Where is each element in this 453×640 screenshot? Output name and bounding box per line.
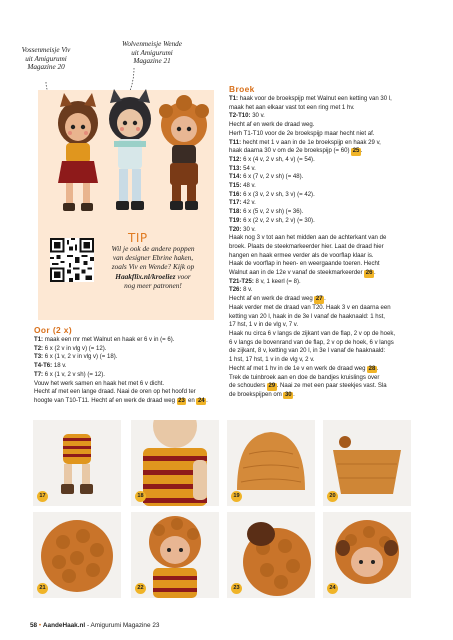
round-label: T19: — [229, 217, 242, 224]
photo-step-21 — [33, 512, 121, 598]
pattern-line — [229, 112, 439, 121]
instruction-text: Herh T1-T10 voor de 2e broekspijp maar hecht niet af. — [229, 130, 375, 137]
round-label: T15: — [229, 183, 242, 190]
instruction-text: 6 x (3 v, 2 v sh, 3 v) (= 42). — [241, 191, 315, 198]
pattern-line — [229, 139, 439, 148]
page-number: 58 — [30, 622, 38, 629]
round-label: T7: — [34, 371, 44, 378]
instruction-text: 48 v. — [241, 183, 256, 190]
pattern-line — [229, 199, 439, 208]
pattern-line — [229, 156, 439, 165]
pattern-line — [34, 371, 224, 380]
photo-ref-badge: 30 — [284, 391, 292, 398]
instruction-text: ketting van 20 l, haak in de 3e l vanaf de haaknaald: 1 hst, — [229, 313, 385, 320]
photo-number: 18 — [135, 491, 146, 502]
instruction-text: 30 v. — [250, 113, 265, 120]
instruction-text: 17 hst, 1 v in de vlg v, 7 v. — [229, 322, 299, 329]
pattern-line — [229, 374, 439, 383]
pattern-line — [229, 191, 439, 200]
instruction-text: 6 x (7 v, 2 v sh) (= 48). — [241, 174, 304, 181]
pattern-line — [229, 347, 439, 356]
instruction-text: haak daarna 30 v om de 2e broekspijp (= 60) — [229, 148, 350, 155]
dolls-photo — [44, 85, 214, 225]
pattern-line — [229, 234, 439, 243]
caption-wende-line: uit Amigurumi — [131, 48, 173, 57]
pattern-line — [229, 382, 439, 391]
pattern-line — [229, 286, 439, 295]
caption-wende-line: Wolvenmeisje Wende — [122, 40, 182, 48]
instruction-text: 8 v, 1 keerl (= 8). — [253, 278, 301, 285]
instruction-text: Hecht af met een lange draad. Naai de oren op het hoofd ter — [34, 389, 196, 396]
photo-number: 20 — [327, 491, 338, 502]
pattern-line — [229, 147, 439, 156]
pattern-line — [229, 243, 439, 252]
footer-title: - Amigurumi Magazine 23 — [86, 622, 160, 629]
photo-step-24 — [323, 512, 411, 598]
round-label: T21-T25: — [229, 278, 254, 285]
round-label: T4-T6: — [34, 363, 53, 370]
round-label: T2: — [34, 345, 44, 352]
pattern-oor — [34, 336, 224, 406]
pattern-line — [34, 362, 224, 371]
pattern-line — [229, 313, 439, 322]
pattern-line — [229, 365, 439, 374]
pattern-line — [229, 304, 439, 313]
instruction-text: hecht met 1 v aan in de 1e broekspijp en haak 29 v, — [241, 139, 381, 146]
instruction-text: 6 x (4 v, 2 v sh, 4 v) (= 54). — [241, 156, 315, 163]
instruction-text: 18 v. — [52, 363, 67, 370]
instruction-text: Haak verder met de draad van T20. Haak 3 v en daarna een — [229, 304, 391, 311]
pattern-line — [229, 330, 439, 339]
pattern-line — [229, 339, 439, 348]
caption-viv-line: Vossenmeisje Viv — [21, 46, 71, 54]
instruction-text: . — [373, 270, 376, 277]
photo-number: 24 — [327, 583, 338, 594]
instruction-text: 6 x (2 v, 2 v sh, 2 v) (= 30). — [241, 217, 315, 224]
instruction-text: 42 v. — [241, 200, 256, 207]
tip-line: zoals Viv en Wende? Kijk op — [111, 262, 195, 272]
instruction-text: 6 v langs de bovenrand van de flap, 2 v op de hoek, 6 v langs — [229, 339, 394, 346]
footer-bullet: • — [38, 622, 42, 629]
page-footer — [30, 622, 159, 629]
instruction-text: . — [324, 296, 326, 303]
instruction-text: hangen en haak ermee verder als de voorflap klaar is. — [229, 252, 374, 259]
pattern-line — [229, 260, 439, 269]
doll-viv — [58, 93, 98, 211]
photo-step-19 — [227, 420, 315, 506]
round-label: T1: — [229, 96, 239, 102]
photo-step-22 — [131, 512, 219, 598]
instruction-text: de schouders — [229, 383, 266, 390]
pattern-line — [229, 321, 439, 330]
instruction-text: Haak nog 3 v tot aan het midden aan de achterkant van de — [229, 235, 387, 242]
instruction-text: 30 v. — [241, 226, 256, 233]
tip-link-line — [96, 272, 210, 281]
instruction-text: maak het aan elkaar vast tot een ring met 1 hv. — [229, 104, 355, 111]
photo-step-20 — [323, 420, 411, 506]
photo-ref-badge: 27 — [315, 296, 323, 303]
tip-text — [96, 244, 210, 290]
caption-viv-line: uit Amigurumi — [25, 54, 67, 63]
instruction-text: en — [186, 397, 195, 404]
tip-title: TIP — [128, 231, 148, 245]
photo-step-17 — [33, 420, 121, 506]
pattern-line — [229, 121, 439, 130]
instruction-text: broek. Plaats de steekmarkeerder hier. Laat de draad hier — [229, 243, 384, 250]
pattern-line — [34, 388, 224, 397]
tip-line: Wil je ook de andere poppen — [111, 244, 195, 253]
instruction-text: . Naai ze met een paar steekjes vast. Sla — [276, 383, 387, 390]
round-label: T20: — [229, 226, 242, 233]
tip-line: nog meer patronen! — [124, 280, 182, 290]
pattern-line — [229, 356, 439, 365]
qr-code[interactable] — [50, 238, 94, 282]
round-label: T26: — [229, 287, 242, 294]
pattern-line — [229, 269, 439, 278]
photo-number: 21 — [37, 583, 48, 594]
section-heading-broek: Broek — [229, 84, 255, 94]
photo-ref-badge: 24 — [197, 397, 205, 404]
round-label: T2-T10: — [229, 113, 251, 120]
instruction-text: hoogte van T10-T11. Hecht af en werk de draad weg — [34, 397, 175, 404]
pattern-line — [34, 345, 224, 354]
instruction-text: Hecht af met 1 hv in de 1e v en werk de draad weg — [229, 365, 366, 372]
pattern-line — [229, 95, 439, 104]
doll-wende — [109, 89, 151, 210]
round-label: T17: — [229, 200, 242, 207]
instruction-text: . — [206, 397, 208, 404]
photo-number: 19 — [231, 491, 242, 502]
round-label: T14: — [229, 174, 242, 181]
photo-ref-badge: 25 — [352, 148, 360, 155]
photo-step-18 — [131, 420, 219, 506]
pattern-line — [229, 278, 439, 287]
pattern-line — [229, 104, 439, 113]
instruction-text: Haak nu circa 6 v langs de zijkant van de flap, 2 v op de hoek, — [229, 330, 396, 337]
photo-ref-badge: 23 — [178, 397, 185, 404]
instruction-text: 1 hst, 17 hst, 1 v in de vlg v, 2 v. — [229, 357, 315, 364]
instruction-text: Hecht af en werk de draad weg — [229, 296, 313, 303]
tip-line: van designer Ebrine haken, — [112, 253, 194, 263]
pattern-line — [229, 208, 439, 217]
section-heading-oor: Oor (2 x) — [34, 325, 73, 335]
pattern-line — [34, 397, 224, 406]
doll-lion — [159, 95, 209, 210]
photo-ref-badge: 29 — [268, 383, 276, 390]
photo-number: 17 — [37, 491, 48, 502]
instruction-text: 54 v. — [241, 165, 256, 172]
instruction-text: . — [293, 391, 295, 398]
pattern-line — [34, 336, 224, 345]
photo-number: 22 — [135, 583, 146, 594]
caption-viv-line: Magazine 20 — [27, 63, 65, 72]
round-label: T12: — [229, 156, 242, 163]
tip-link[interactable]: Haakflix.nl/kroeliez — [115, 271, 176, 281]
pattern-line — [229, 182, 439, 191]
round-label: T13: — [229, 165, 242, 172]
instruction-text: 6 x (1 v, 2 v in vlg v) (= 18). — [43, 354, 118, 361]
instruction-text: maak een mr met Walnut en haak er 6 v in (= 6). — [43, 337, 175, 343]
instruction-text: 8 v. — [241, 287, 253, 294]
instruction-text: . — [360, 148, 363, 155]
caption-wende-line: Magazine 21 — [133, 57, 171, 66]
round-label: T16: — [229, 191, 242, 198]
pattern-line — [229, 173, 439, 182]
instruction-text: Walnut aan in de 12e v vanaf de steekmarkeerder — [229, 270, 363, 277]
photo-step-23 — [227, 512, 315, 598]
tip-link-suffix: voor — [175, 271, 191, 281]
photo-ref-badge: 28 — [368, 365, 376, 372]
instruction-text: de broekspijpen om — [229, 391, 282, 398]
instruction-text: 6 x (1 v, 2 v sh) (= 12). — [43, 371, 105, 378]
instruction-text: de zijkant, 8 v, ketting van 20 l, in 3e l vanaf de haaknaald: — [229, 348, 386, 355]
photo-ref-badge: 26 — [365, 270, 373, 277]
instruction-text: Haak de voorflap in heen- en weergaande toeren. Hecht — [229, 261, 380, 268]
pattern-broek — [229, 95, 439, 400]
instruction-text: Trek de tuinbroek aan en doe de bandjes kruislings over — [229, 374, 380, 381]
instruction-text: haak voor de broekspijp met Walnut een ketting van 30 l, — [238, 96, 392, 102]
instruction-text: . — [376, 365, 379, 372]
round-label: T11: — [229, 139, 242, 146]
round-label: T3: — [34, 354, 44, 361]
instruction-text: Vouw het werk samen en haak het met 6 v dicht. — [34, 380, 165, 387]
pattern-line — [229, 165, 439, 174]
photo-number: 23 — [231, 583, 242, 594]
round-label: T1: — [34, 337, 44, 343]
footer-brand: AandeHaak.nl — [42, 622, 86, 629]
pattern-line — [229, 130, 439, 139]
pattern-line — [34, 380, 224, 389]
round-label: T18: — [229, 209, 242, 216]
pattern-line — [229, 217, 439, 226]
instruction-text: Hecht af en werk de draad weg. — [229, 122, 315, 129]
pattern-line — [229, 295, 439, 304]
pattern-line — [229, 226, 439, 235]
instruction-text: 6 x (2 v in vlg v) (= 12). — [43, 345, 107, 352]
instruction-text: 6 x (5 v, 2 v sh) (= 36). — [241, 209, 304, 216]
pattern-line — [229, 252, 439, 261]
pattern-line — [229, 391, 439, 400]
pattern-line — [34, 353, 224, 362]
